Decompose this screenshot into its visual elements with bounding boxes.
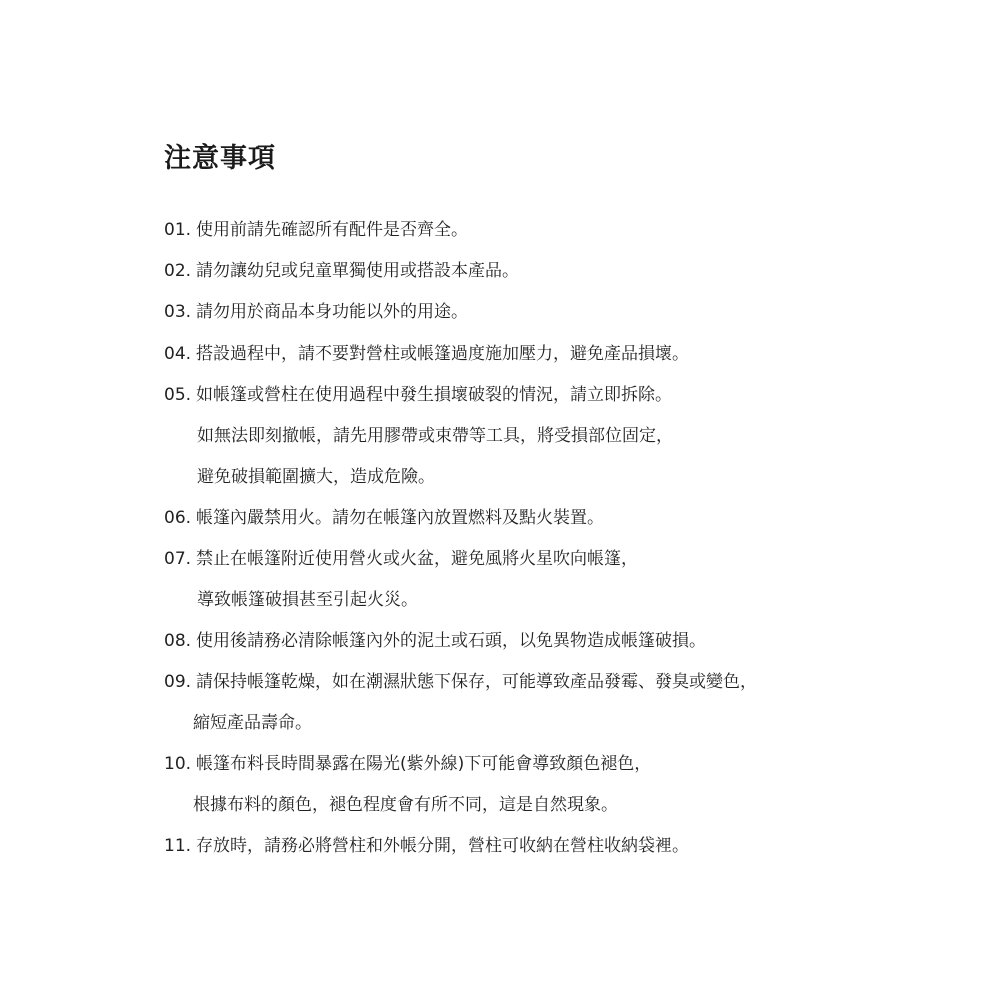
notice-item-11 — [164, 834, 689, 858]
item-text: 如帳篷或營柱在使用過程中發生損壞破裂的情況，請立即拆除。 — [196, 385, 673, 405]
item-text: 縮短產品壽命。 — [193, 713, 312, 733]
notice-item-07-continuation — [197, 588, 418, 612]
item-text: 請勿讓幼兒或兒童單獨使用或搭設本產品。 — [196, 261, 520, 281]
item-text: 存放時，請務必將營柱和外帳分開，營柱可收納在營柱收納袋裡。 — [196, 836, 690, 856]
notice-item-03 — [164, 300, 468, 324]
item-text: 禁止在帳篷附近使用營火或火盆，避免風將火星吹向帳篷， — [196, 549, 639, 569]
notice-item-01 — [164, 218, 468, 242]
item-text: 使用前請先確認所有配件是否齊全。 — [196, 220, 469, 240]
item-text: 搭設過程中，請不要對營柱或帳篷過度施加壓力，避免產品損壞。 — [196, 344, 690, 364]
notice-item-02 — [164, 259, 519, 283]
item-number: 06. — [164, 508, 192, 528]
notice-item-10 — [164, 752, 651, 776]
item-number: 05. — [164, 385, 192, 405]
item-number: 11. — [164, 836, 192, 856]
item-number: 07. — [164, 549, 192, 569]
item-text: 帳篷布料長時間暴露在陽光(紫外線)下可能會導致顏色褪色， — [196, 754, 652, 774]
notice-item-04 — [164, 342, 689, 366]
notice-item-05-continuation — [197, 465, 435, 489]
item-number: 01. — [164, 220, 192, 240]
item-text: 請勿用於商品本身功能以外的用途。 — [196, 302, 469, 322]
item-text: 帳篷內嚴禁用火。請勿在帳篷內放置燃料及點火裝置。 — [196, 508, 605, 528]
notice-item-09-continuation — [193, 711, 312, 735]
notice-item-10-continuation — [193, 793, 618, 817]
notice-item-06 — [164, 506, 604, 530]
item-number: 04. — [164, 344, 192, 364]
item-text: 根據布料的顏色，褪色程度會有所不同，這是自然現象。 — [193, 795, 618, 815]
item-text: 避免破損範圍擴大，造成危險。 — [197, 467, 435, 487]
item-text: 如無法即刻撤帳，請先用膠帶或束帶等工具，將受損部位固定， — [197, 426, 673, 446]
item-number: 02. — [164, 261, 192, 281]
item-number: 10. — [164, 754, 192, 774]
item-number: 03. — [164, 302, 192, 322]
item-number: 08. — [164, 631, 192, 651]
item-text: 請保持帳篷乾燥，如在潮濕狀態下保存，可能導致產品發霉、發臭或變色， — [196, 672, 758, 692]
notice-item-05 — [164, 383, 672, 407]
item-number: 09. — [164, 672, 192, 692]
notice-item-08 — [164, 629, 706, 653]
item-text: 導致帳篷破損甚至引起火災。 — [197, 590, 418, 610]
notice-item-09 — [164, 670, 757, 694]
notice-item-05-continuation — [197, 424, 673, 448]
notice-item-07 — [164, 547, 638, 571]
page-title: 注意事項 — [164, 143, 276, 174]
item-text: 使用後請務必清除帳篷內外的泥土或石頭，以免異物造成帳篷破損。 — [196, 631, 707, 651]
